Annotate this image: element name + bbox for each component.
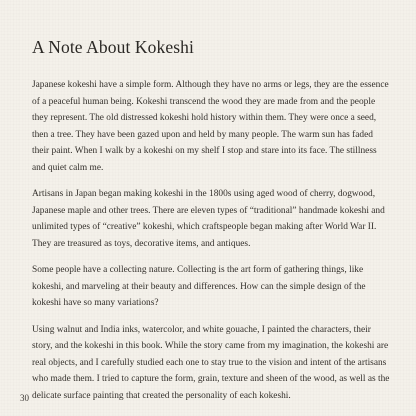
page-title: A Note About Kokeshi [32,37,194,57]
paragraph-3: Some people have a collecting nature. Collecting is the art form of gathering things, like kokeshi, and marveling at their beauty and differences. How can the simple design of the kokeshi have so many variations? [32,265,366,308]
paragraph-1: Japanese kokeshi have a simple form. Although they have no arms or legs, they are the essence of a peaceful human being. Kokeshi transcend the wood they are made from and the people they represent. The old distressed kokeshi hold history within them. They were once a seed, then a tree. They have been gazed upon and held by many people. The warm sun has faded their paint. When I walk by a kokeshi on my shelf I stop and stare into its face. The stillness and quiet calm me. [32,80,389,173]
page-number: 30 [20,393,29,403]
book-page [32,0,390,416]
body-text [32,77,390,414]
paragraph-2: Artisans in Japan began making kokeshi in the 1800s using aged wood of cherry, dogwood, Japanese maple and other trees. There are eleven types of “traditional” handmade kokeshi and unlimited types of “creative” kokeshi, which craftspeople began making after World War II. They are treasured as toys, decorative items, and antiques. [32,189,385,249]
paragraph-4: Using walnut and India inks, watercolor, and white gouache, I painted the characters, their story, and the kokeshi in this book. While the story came from my imagination, the kokeshi are real objects, and I carefully studied each one to stay true to the vision and intent of the artisans who made them. I tried to capture the form, grain, texture and sheen of the wood, as well as the delicate surface painting that created the personality of each kokeshi. [32,324,390,401]
